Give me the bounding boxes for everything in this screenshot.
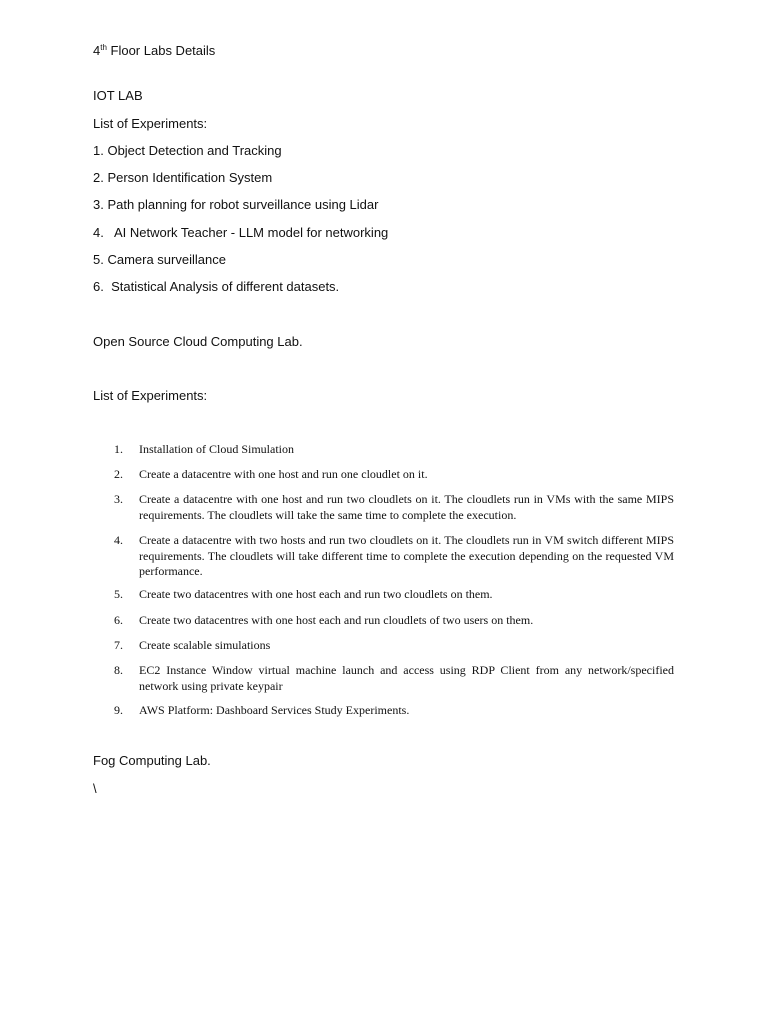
item-text: Create scalable simulations [139, 638, 271, 652]
item-text: Create two datacentres with one host each and run two cloudlets on them. [139, 587, 493, 601]
cloud-experiment-item [114, 587, 674, 603]
page-title [93, 43, 215, 59]
fog-lab-heading: Fog Computing Lab. [93, 753, 211, 768]
iot-experiment-item: 6. Statistical Analysis of different datasets. [93, 279, 340, 294]
iot-experiment-item: 3. Path planning for robot surveillance using Lidar [93, 197, 379, 212]
title-text: Floor Labs Details [106, 43, 216, 58]
cloud-experiment-item [114, 703, 674, 719]
cloud-experiment-item [114, 613, 674, 629]
item-number: 8. [114, 663, 123, 677]
item-text: EC2 Instance Window virtual machine launch and access using RDP Client from any network/specified network using private keypair [139, 663, 674, 693]
cloud-experiments-label: List of Experiments: [93, 388, 208, 403]
cloud-experiment-item [114, 442, 674, 458]
iot-experiments-label: List of Experiments: [93, 116, 208, 131]
cloud-experiment-item [114, 492, 674, 523]
item-number: 4. [114, 533, 123, 547]
item-number: 6. [114, 613, 123, 627]
title-superscript: th [100, 43, 107, 52]
item-number: 7. [114, 638, 123, 652]
cloud-lab-heading: Open Source Cloud Computing Lab. [93, 334, 303, 349]
item-text: Create a datacentre with two hosts and run two cloudlets on it. The cloudlets run in VM switch different MIPS requirements. The cloudlets will take different time to complete the execution depending on the requested VM performance. [139, 533, 674, 578]
cloud-experiment-item [114, 467, 674, 483]
item-text: Installation of Cloud Simulation [139, 442, 294, 456]
item-text: AWS Platform: Dashboard Services Study Experiments. [139, 703, 410, 717]
iot-experiment-item: 2. Person Identification System [93, 170, 273, 185]
item-number: 5. [114, 587, 123, 601]
cloud-experiment-item [114, 663, 674, 694]
trailing-backslash: \ [93, 781, 97, 796]
iot-experiment-item: 4. AI Network Teacher - LLM model for networking [93, 225, 389, 240]
item-text: Create a datacentre with one host and run two cloudlets on it. The cloudlets run in VMs with the same MIPS requirements. The cloudlets will take the same time to complete the execution. [139, 492, 674, 522]
item-number: 9. [114, 703, 123, 717]
iot-lab-heading: IOT LAB [93, 88, 143, 103]
iot-experiment-item: 5. Camera surveillance [93, 252, 226, 267]
item-number: 3. [114, 492, 123, 506]
item-text: Create two datacentres with one host each and run cloudlets of two users on them. [139, 613, 534, 627]
title-number: 4 [93, 43, 101, 58]
cloud-experiment-item [114, 638, 674, 654]
iot-experiment-item: 1. Object Detection and Tracking [93, 143, 282, 158]
item-number: 2. [114, 467, 123, 481]
cloud-experiment-item [114, 533, 674, 580]
item-number: 1. [114, 442, 123, 456]
item-text: Create a datacentre with one host and run one cloudlet on it. [139, 467, 428, 481]
